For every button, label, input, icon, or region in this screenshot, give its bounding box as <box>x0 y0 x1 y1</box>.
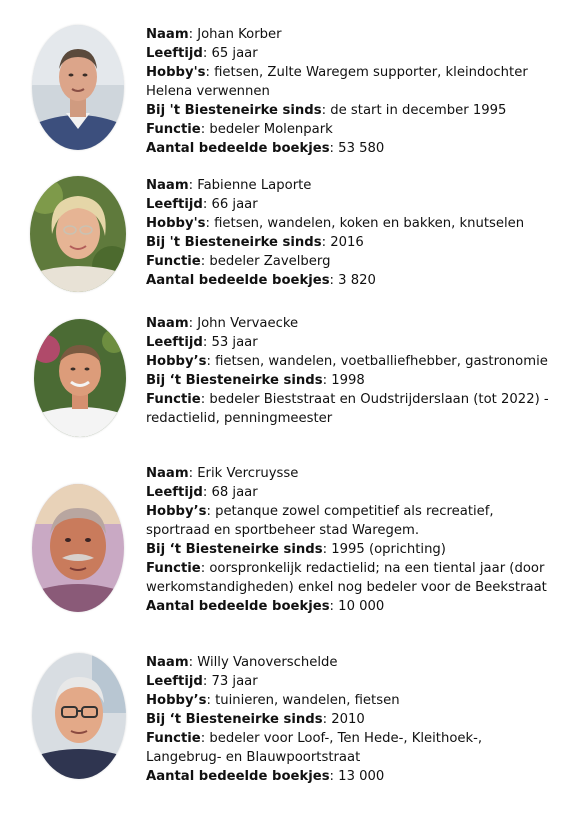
profile-line <box>146 252 556 271</box>
profile-line <box>146 710 556 729</box>
field-value: : 53 580 <box>329 141 385 156</box>
field-label: Functie <box>146 392 201 407</box>
field-label: Naam <box>146 466 189 481</box>
field-value: : 66 jaar <box>202 197 258 212</box>
field-label: Functie <box>146 731 201 746</box>
field-value: : tuinieren, wandelen, fietsen <box>206 693 400 708</box>
profile-line <box>146 729 556 767</box>
field-value: : petanque zowel competitief als recreatief, sportraad en sportbeheer stad Waregem. <box>146 504 494 538</box>
portrait-photo-icon <box>30 176 126 292</box>
field-value: : fietsen, wandelen, voetballiefhebber, gastronomie <box>206 354 548 369</box>
field-value: : fietsen, Zulte Waregem supporter, kleindochter Helena verwennen <box>146 65 528 99</box>
portrait-photo <box>32 653 126 779</box>
profile-line <box>146 559 556 597</box>
profile-line <box>146 672 556 691</box>
field-value: : 10 000 <box>329 599 385 614</box>
profile-info <box>146 25 556 158</box>
field-value: : Johan Korber <box>188 27 282 42</box>
portrait-photo <box>32 25 124 150</box>
profile-info <box>146 314 556 428</box>
profile-line <box>146 214 556 233</box>
field-label: Bij ‘t Biesteneirke sinds <box>146 542 323 557</box>
profile-line <box>146 195 556 214</box>
profile-line <box>146 139 556 158</box>
profile-line <box>146 233 556 252</box>
portrait-photo-icon <box>32 25 124 150</box>
profile-line <box>146 352 556 371</box>
field-value: : 73 jaar <box>202 674 258 689</box>
field-label: Aantal bedeelde boekjes <box>146 599 330 614</box>
field-label: Bij ‘t Biesteneirke sinds <box>146 373 323 388</box>
field-value: : 1998 <box>322 373 365 388</box>
field-value: : 1995 (oprichting) <box>322 542 446 557</box>
field-label: Hobby's <box>146 65 206 80</box>
field-value: : 53 jaar <box>202 335 258 350</box>
field-label: Hobby’s <box>146 354 207 369</box>
field-value: : Fabienne Laporte <box>188 178 312 193</box>
profile-line <box>146 44 556 63</box>
field-label: Functie <box>146 122 201 137</box>
field-label: Functie <box>146 561 201 576</box>
field-label: Functie <box>146 254 201 269</box>
field-value: : 68 jaar <box>202 485 258 500</box>
field-label: Hobby's <box>146 216 206 231</box>
profile-line <box>146 597 556 616</box>
profile-line <box>146 371 556 390</box>
profile-line <box>146 691 556 710</box>
portrait-photo <box>34 319 126 437</box>
profile-info <box>146 653 556 786</box>
profile-line <box>146 653 556 672</box>
field-label: Naam <box>146 316 189 331</box>
profile-line <box>146 120 556 139</box>
field-value: : bedeler Bieststraat en Oudstrijderslaan (tot 2022) - redactielid, penningmeester <box>146 392 549 426</box>
profile-line <box>146 767 556 786</box>
field-label: Bij ‘t Biesteneirke sinds <box>146 712 323 727</box>
portrait-photo-icon <box>34 319 126 437</box>
portrait-photo <box>32 484 124 612</box>
field-value: : bedeler Zavelberg <box>200 254 331 269</box>
field-label: Aantal bedeelde boekjes <box>146 141 330 156</box>
field-value: : John Vervaecke <box>188 316 299 331</box>
field-value: : Erik Vercruysse <box>188 466 299 481</box>
field-value: : Willy Vanoverschelde <box>188 655 338 670</box>
field-value: : 2016 <box>321 235 364 250</box>
field-value: : bedeler Molenpark <box>200 122 333 137</box>
field-label: Hobby’s <box>146 504 207 519</box>
field-label: Leeftijd <box>146 674 203 689</box>
field-label: Bij 't Biesteneirke sinds <box>146 235 322 250</box>
field-value: : oorspronkelijk redactielid; na een tiental jaar (door werkomstandigheden) enkel nog bedeler voor de Beekstraat <box>146 561 547 595</box>
portrait-photo-icon <box>32 653 126 779</box>
field-value: : de start in december 1995 <box>321 103 507 118</box>
profile-line <box>146 502 556 540</box>
field-label: Naam <box>146 655 189 670</box>
profile-line <box>146 483 556 502</box>
profile-line <box>146 271 556 290</box>
field-value: : 2010 <box>322 712 365 727</box>
field-value: : 65 jaar <box>202 46 258 61</box>
field-label: Naam <box>146 27 189 42</box>
field-label: Aantal bedeelde boekjes <box>146 273 330 288</box>
profile-line <box>146 464 556 483</box>
field-label: Hobby’s <box>146 693 207 708</box>
field-value: : fietsen, wandelen, koken en bakken, knutselen <box>205 216 525 231</box>
field-label: Naam <box>146 178 189 193</box>
field-label: Aantal bedeelde boekjes <box>146 769 330 784</box>
portrait-photo <box>30 176 126 292</box>
profile-info <box>146 464 556 616</box>
profile-line <box>146 101 556 120</box>
profile-info <box>146 176 556 290</box>
field-value: : bedeler voor Loof-, Ten Hede-, Kleithoek-, Langebrug- en Blauwpoortstraat <box>146 731 483 765</box>
profile-line <box>146 25 556 44</box>
field-value: : 3 820 <box>329 273 376 288</box>
field-label: Leeftijd <box>146 46 203 61</box>
field-label: Leeftijd <box>146 335 203 350</box>
profile-line <box>146 390 556 428</box>
profile-line <box>146 63 556 101</box>
field-value: : 13 000 <box>329 769 385 784</box>
profile-line <box>146 333 556 352</box>
profile-line <box>146 314 556 333</box>
field-label: Leeftijd <box>146 485 203 500</box>
profile-line <box>146 176 556 195</box>
field-label: Leeftijd <box>146 197 203 212</box>
field-label: Bij 't Biesteneirke sinds <box>146 103 322 118</box>
portrait-photo-icon <box>32 484 124 612</box>
profile-line <box>146 540 556 559</box>
